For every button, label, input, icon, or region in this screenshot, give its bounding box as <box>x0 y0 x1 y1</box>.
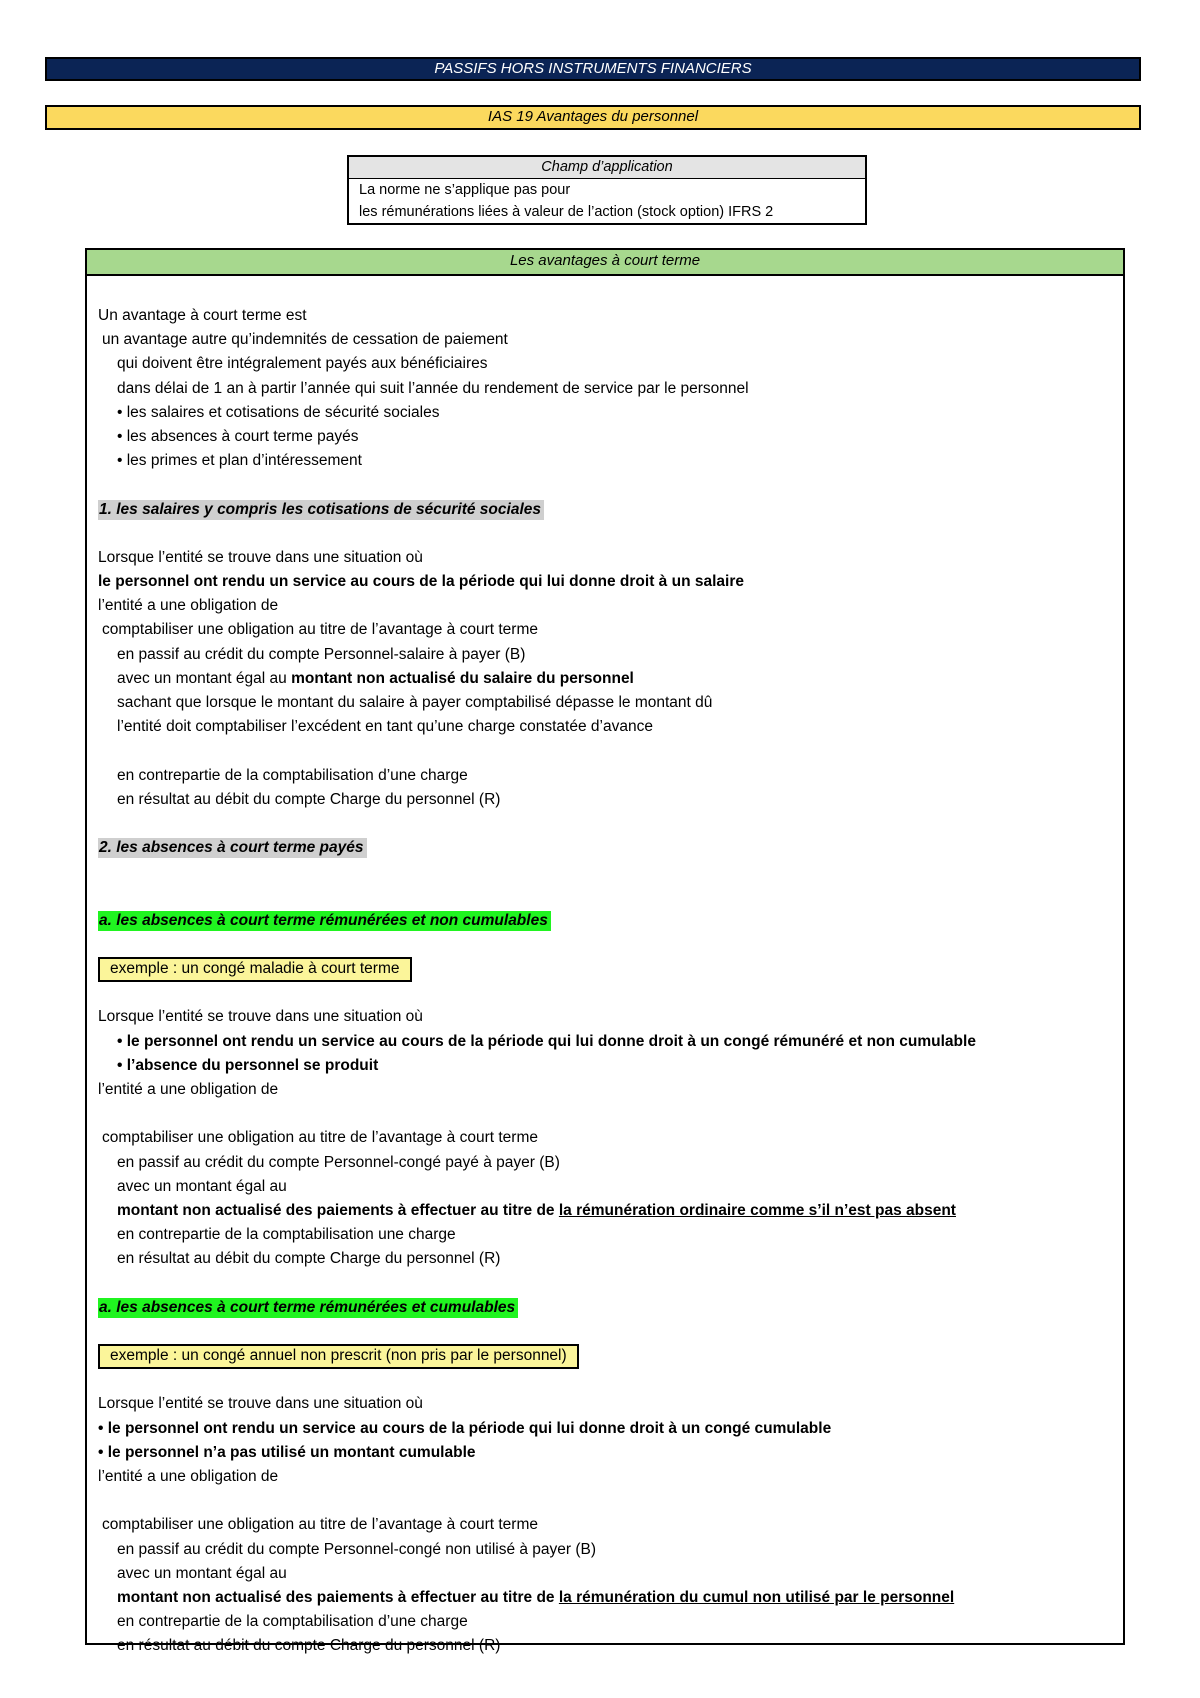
text-line: en contrepartie de la comptabilisation une charge <box>117 1226 456 1244</box>
bullet-item: • les primes et plan d’intéressement <box>117 452 362 470</box>
text-line: comptabiliser une obligation au titre de l’avantage à court terme <box>102 1129 538 1147</box>
champ-line: La norme ne s’applique pas pour <box>359 182 571 198</box>
champ-title: Champ d’application <box>349 157 865 179</box>
text-line: Lorsque l’entité se trouve dans une situation où <box>98 548 423 566</box>
text-line: comptabiliser une obligation au titre de l’avantage à court terme <box>102 621 538 639</box>
text-line: sachant que lorsque le montant du salaire à payer comptabilisé dépasse le montant dû <box>117 694 713 711</box>
text-line: qui doivent être intégralement payés aux bénéficiaires <box>117 355 488 373</box>
example-box: exemple : un congé maladie à court terme <box>98 957 412 982</box>
bullet-item: • le personnel ont rendu un service au cours de la période qui lui donne droit à un congé rémunéré et non cumulable <box>117 1032 976 1050</box>
bullet-item: • le personnel ont rendu un service au cours de la période qui lui donne droit à un congé cumulable <box>98 1419 832 1437</box>
text-line: montant non actualisé des paiements à effectuer au titre de la rémunération du cumul non utilisé par le personnel <box>117 1588 955 1606</box>
text-line: en passif au crédit du compte Personnel-congé non utilisé à payer (B) <box>117 1540 597 1558</box>
text-line: l’entité a une obligation de <box>98 1468 279 1485</box>
bullet-item: • les absences à court terme payés <box>117 427 359 445</box>
text-line: en passif au crédit du compte Personnel-salaire à payer (B) <box>117 645 526 663</box>
text-line: en résultat au débit du compte Charge du personnel (R) <box>117 790 501 808</box>
text-line: Lorsque l’entité se trouve dans une situation où <box>98 1008 423 1026</box>
text-line: avec un montant égal au <box>117 1177 287 1195</box>
bullet-item: • les salaires et cotisations de sécurité sociales <box>117 403 440 421</box>
example-box: exemple : un congé annuel non prescrit (non pris par le personnel) <box>98 1344 579 1369</box>
panel-title: Les avantages à court terme <box>87 250 1123 276</box>
text-line: avec un montant égal au <box>117 1564 287 1582</box>
short-term-benefits-panel <box>85 248 1125 1655</box>
text-line: l’entité doit comptabiliser l’excédent en tant qu’une charge constatée d’avance <box>117 718 653 736</box>
text-line: en contrepartie de la comptabilisation d’une charge <box>117 766 468 784</box>
text-line: Un avantage à court terme est <box>98 307 307 324</box>
section-title-ias19: IAS 19 Avantages du personnel <box>45 105 1141 130</box>
section-heading-salaires: 1. les salaires y compris les cotisations de sécurité sociales <box>98 500 544 520</box>
bullet-item: • l’absence du personnel se produit <box>117 1056 379 1074</box>
text-line: en contrepartie de la comptabilisation d’une charge <box>117 1613 468 1631</box>
champ-line: les rémunérations liées à valeur de l’action (stock option) IFRS 2 <box>359 204 774 220</box>
text-line: Lorsque l’entité se trouve dans une situation où <box>98 1395 423 1413</box>
subsection-heading-cumulables: a. les absences à court terme rémunérées et cumulables <box>98 1298 518 1318</box>
page-title: PASSIFS HORS INSTRUMENTS FINANCIERS <box>45 57 1141 81</box>
bullet-item: • le personnel n’a pas utilisé un montant cumulable <box>98 1443 476 1461</box>
text-line: l’entité a une obligation de <box>98 1081 279 1098</box>
text-line: en résultat au débit du compte Charge du personnel (R) <box>117 1250 501 1268</box>
subsection-heading-non-cumulables: a. les absences à court terme rémunérées et non cumulables <box>98 911 551 931</box>
text-line: dans délai de 1 an à partir l’année qui suit l’année du rendement de service par le personnel <box>117 379 749 397</box>
text-line: en résultat au débit du compte Charge du personnel (R) <box>117 1637 501 1655</box>
text-line: avec un montant égal au montant non actualisé du salaire du personnel <box>117 669 634 687</box>
text-line: le personnel ont rendu un service au cours de la période qui lui donne droit à un salaire <box>98 573 744 591</box>
text-line: comptabiliser une obligation au titre de l’avantage à court terme <box>102 1516 538 1534</box>
text-line: en passif au crédit du compte Personnel-congé payé à payer (B) <box>117 1153 560 1171</box>
text-line: l’entité a une obligation de <box>98 597 279 615</box>
text-line: montant non actualisé des paiements à effectuer au titre de la rémunération ordinaire comme s’il n’est pas absent <box>117 1201 956 1219</box>
champ-application-box <box>347 155 867 225</box>
text-line: un avantage autre qu’indemnités de cessation de paiement <box>102 331 508 349</box>
section-heading-absences: 2. les absences à court terme payés <box>98 838 367 858</box>
